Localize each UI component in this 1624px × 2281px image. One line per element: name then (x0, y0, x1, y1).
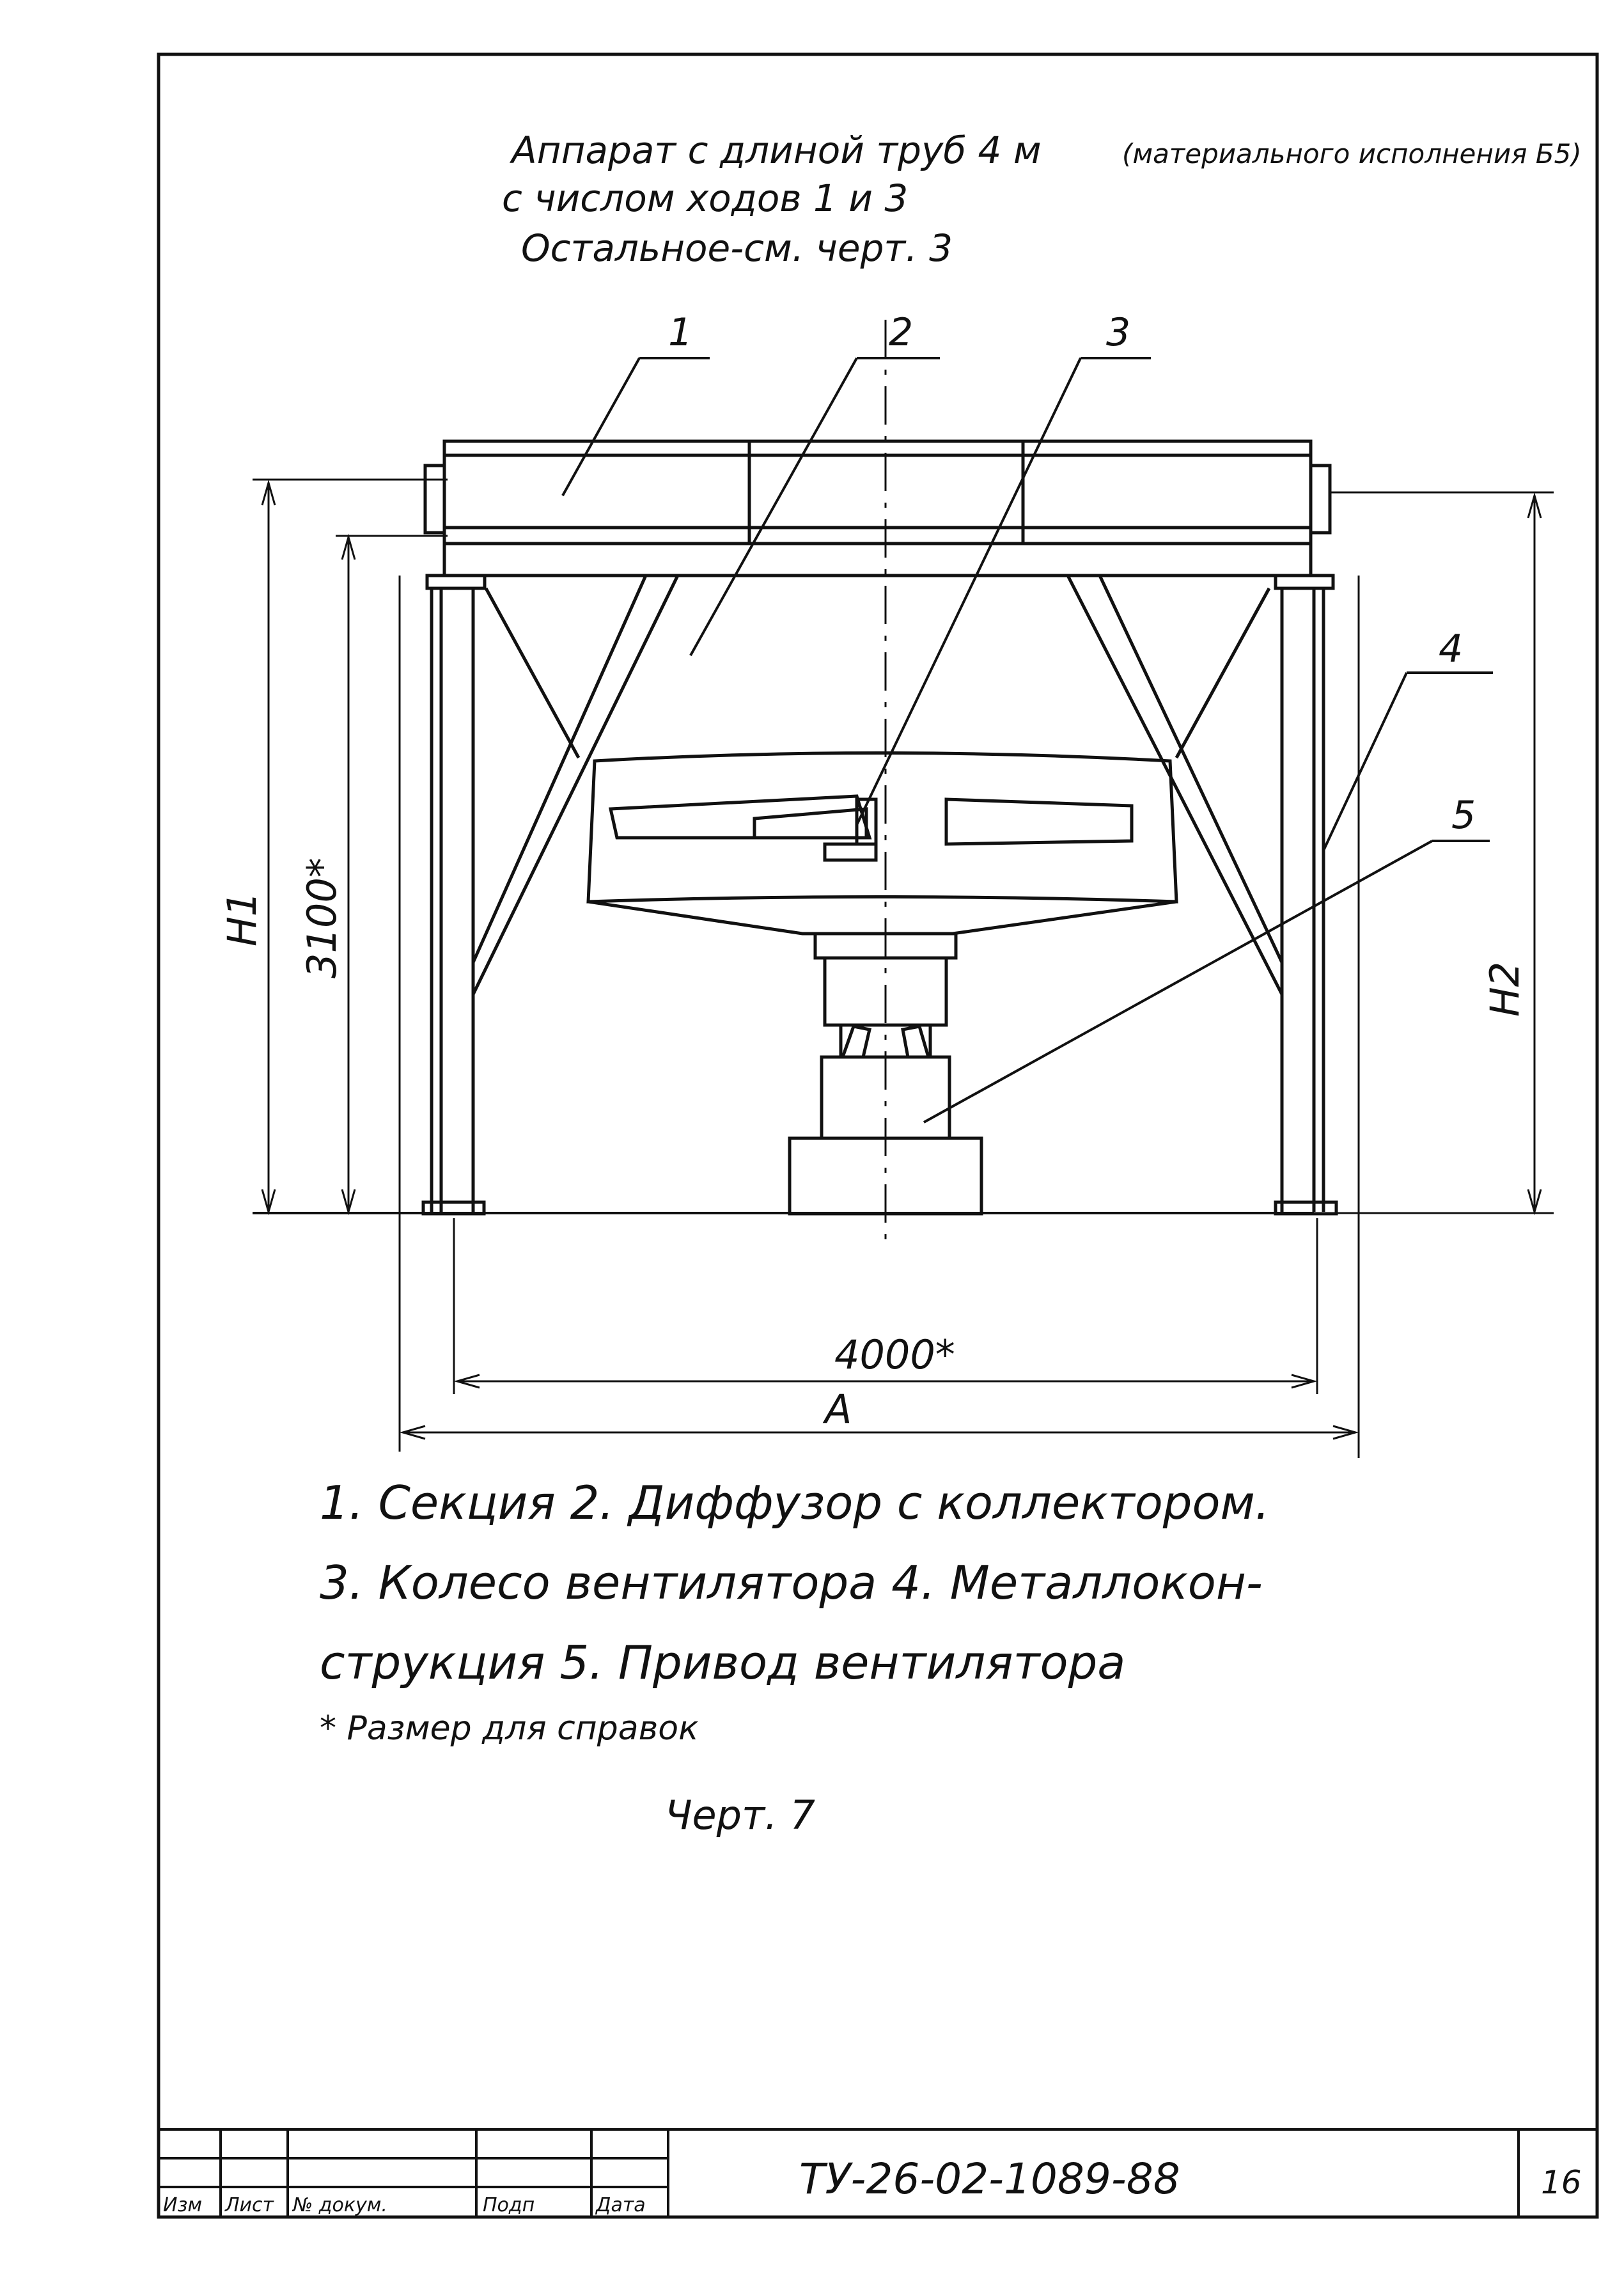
callout-3: 3 (1106, 310, 1131, 355)
callout-2: 2 (889, 310, 914, 355)
header-line-3: Остальное-см. черт. 3 (521, 226, 953, 270)
dim-4000: 4000* (834, 1331, 955, 1378)
title-col-sign: Подп (483, 2194, 535, 2216)
callout-5: 5 (1451, 793, 1476, 838)
title-col-izm: Изм (163, 2194, 203, 2216)
frame-legs (423, 588, 1336, 1214)
figure-label: Черт. 7 (665, 1792, 815, 1838)
legend-note: * Размер для справок (320, 1709, 699, 1748)
legend-line-2: 3. Колесо вентилятора 4. Металлокон- (320, 1556, 1263, 1610)
title-col-date: Дата (596, 2194, 646, 2216)
document-code: ТУ-26-02-1089-88 (799, 2154, 1180, 2204)
callout-4: 4 (1439, 627, 1464, 671)
dim-3100: 3100* (299, 858, 345, 978)
header-line-1: Аппарат с длиной труб 4 м (511, 129, 1042, 172)
dim-h1: H1 (219, 891, 265, 946)
fan-wheel (611, 796, 1132, 860)
title-col-doc: № докум. (293, 2194, 387, 2216)
title-block-text (163, 2154, 1582, 2216)
tube-section (425, 441, 1330, 544)
apparatus-drawing (253, 320, 1336, 1247)
callout-1: 1 (668, 310, 693, 355)
header-line-1-note: (материального исполнения Б5) (1122, 138, 1582, 169)
title-col-list: Лист (225, 2194, 274, 2216)
dim-h2: H2 (1481, 961, 1528, 1017)
dim-a: A (825, 1386, 852, 1432)
sheet-frame (159, 54, 1597, 2217)
dimension-lines (253, 480, 1554, 1458)
legend-line-1: 1. Секция 2. Диффузор с коллектором. (320, 1476, 1270, 1530)
header-notes (502, 129, 1582, 270)
header-line-2: с числом ходов 1 и 3 (502, 176, 909, 220)
legend (320, 1476, 1270, 1838)
dimension-labels (219, 858, 1528, 1432)
callouts (563, 358, 1493, 1122)
sheet-number: 16 (1541, 2164, 1582, 2201)
legend-line-3: струкция 5. Привод вентилятора (320, 1636, 1126, 1689)
frame-beam (427, 544, 1333, 588)
diffuser (486, 588, 1269, 934)
